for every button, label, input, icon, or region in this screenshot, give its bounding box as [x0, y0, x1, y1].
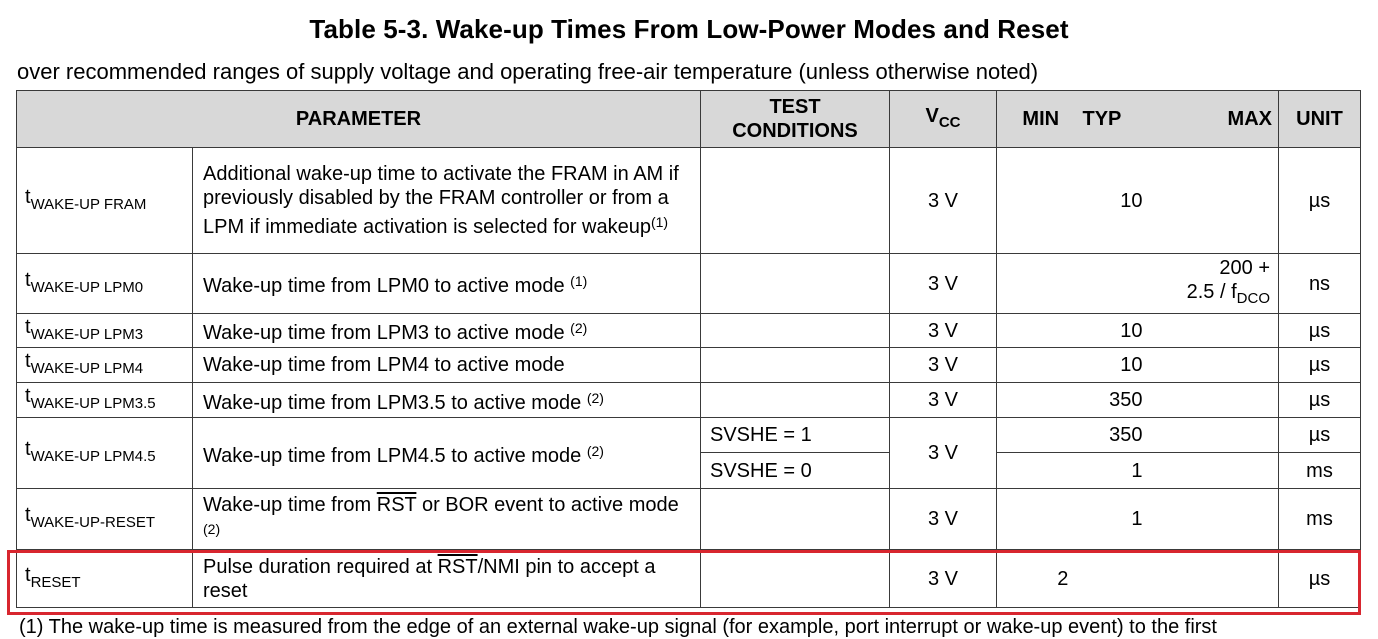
unit-value: µs: [1279, 550, 1361, 608]
param-description: Pulse duration required at $\overline{RST}$/NMI pin to accept a reset: [193, 550, 701, 608]
min-value: [997, 348, 1077, 383]
max-value: [1167, 453, 1279, 489]
unit-value: µs: [1279, 314, 1361, 348]
table-title: Table 5-3. Wake-up Times From Low-Power Modes and Reset: [309, 14, 1069, 44]
table-row: [17, 489, 1361, 550]
test-condition: [701, 348, 890, 383]
unit-value: µs: [1279, 383, 1361, 418]
min-value: 2: [997, 550, 1077, 608]
header-max: MAX: [1167, 91, 1279, 148]
typ-value: 10: [1077, 314, 1167, 348]
vcc-value: 3 V: [890, 383, 997, 418]
test-condition: [701, 550, 890, 608]
table-row: [17, 348, 1361, 383]
table-row: [17, 383, 1361, 418]
vcc-value: 3 V: [890, 550, 997, 608]
unit-value: ms: [1279, 453, 1361, 489]
max-value: [1167, 348, 1279, 383]
max-value: [1167, 314, 1279, 348]
param-description: Wake-up time from LPM4 to active mode: [193, 348, 701, 383]
header-vcc: $V_{CC}$: [890, 91, 997, 148]
param-symbol: $t_{WAKE-UP-RESET}$: [17, 489, 193, 550]
test-condition: [701, 148, 890, 254]
param-description: Wake-up time from LPM3.5 to active mode $^{(2)}$: [193, 383, 701, 418]
test-condition: [701, 314, 890, 348]
table-row: [17, 418, 1361, 453]
param-symbol: $t_{WAKE-UP LPM4}$: [17, 348, 193, 383]
unit-value: µs: [1279, 148, 1361, 254]
typ-value: [1077, 254, 1167, 314]
vcc-value: 3 V: [890, 314, 997, 348]
test-condition: SVSHE = 1: [701, 418, 890, 453]
header-parameter: PARAMETER: [17, 91, 701, 148]
max-value: [1167, 418, 1279, 453]
table-row: [17, 314, 1361, 348]
typ-value: 10: [1077, 348, 1167, 383]
vcc-value: 3 V: [890, 489, 997, 550]
min-value: [997, 314, 1077, 348]
unit-value: µs: [1279, 348, 1361, 383]
min-value: [997, 254, 1077, 314]
typ-value: [1077, 550, 1167, 608]
max-value: [1167, 383, 1279, 418]
max-value: [1167, 550, 1279, 608]
param-symbol: $t_{WAKE-UP FRAM}$: [17, 148, 193, 254]
table-row: [17, 254, 1361, 314]
param-description: Wake-up time from LPM4.5 to active mode $^{(2)}$: [193, 418, 701, 489]
typ-value: 350: [1077, 418, 1167, 453]
min-value: [997, 489, 1077, 550]
vcc-value: 3 V: [890, 254, 997, 314]
unit-value: ns: [1279, 254, 1361, 314]
unit-value: ms: [1279, 489, 1361, 550]
min-value: [997, 148, 1077, 254]
min-value: [997, 418, 1077, 453]
param-description: Additional wake-up time to activate the FRAM in AM if previously disabled by the FRAM controller or from a LPM if immediate activation is selected for wakeup$^{(1)}$: [193, 148, 701, 254]
header-typ: TYP: [1077, 91, 1167, 148]
typ-value: 10: [1077, 148, 1167, 254]
footnote: (1) The wake-up time is measured from the edge of an external wake-up signal (for example, port interrupt or wake-up event) to the first: [19, 616, 1217, 638]
min-value: [997, 383, 1077, 418]
table-subtitle: over recommended ranges of supply voltage and operating free-air temperature (unless otherwise noted): [17, 59, 1039, 84]
param-description: Wake-up time from LPM0 to active mode $^{(1)}$: [193, 254, 701, 314]
param-description: Wake-up time from LPM3 to active mode $^{(2)}$: [193, 314, 701, 348]
table-row-highlighted: [17, 550, 1361, 608]
table-header-row: [17, 91, 1361, 148]
test-condition: [701, 383, 890, 418]
param-symbol: $t_{WAKE-UP LPM4.5}$: [17, 418, 193, 489]
table-row: [17, 148, 1361, 254]
header-test-conditions: TEST CONDITIONS: [701, 91, 890, 148]
max-value: [1167, 489, 1279, 550]
typ-value: 1: [1077, 489, 1167, 550]
typ-value: 1: [1077, 453, 1167, 489]
test-condition: SVSHE = 0: [701, 453, 890, 489]
param-description: Wake-up time from $\overline{RST}$ or BOR event to active mode $^{(2)}$: [193, 489, 701, 550]
test-condition: [701, 489, 890, 550]
unit-value: µs: [1279, 418, 1361, 453]
vcc-value: 3 V: [890, 148, 997, 254]
wakeup-times-table: [16, 90, 1361, 608]
vcc-value: 3 V: [890, 348, 997, 383]
param-symbol: $t_{WAKE-UP LPM3}$: [17, 314, 193, 348]
min-value: [997, 453, 1077, 489]
vcc-value: 3 V: [890, 418, 997, 489]
param-symbol: $t_{WAKE-UP LPM0}$: [17, 254, 193, 314]
test-condition: [701, 254, 890, 314]
header-min: MIN: [997, 91, 1077, 148]
typ-value: 350: [1077, 383, 1167, 418]
header-unit: UNIT: [1279, 91, 1361, 148]
max-value: [1167, 148, 1279, 254]
param-symbol: $t_{WAKE-UP LPM3.5}$: [17, 383, 193, 418]
rst-overline-text: $\overline{RST}$: [437, 555, 478, 578]
rst-overline-text: $\overline{RST}$: [376, 493, 417, 516]
param-symbol: $t_{RESET}$: [17, 550, 193, 608]
max-value: 200 + $2.5 / f_{DCO}$: [1167, 254, 1279, 314]
